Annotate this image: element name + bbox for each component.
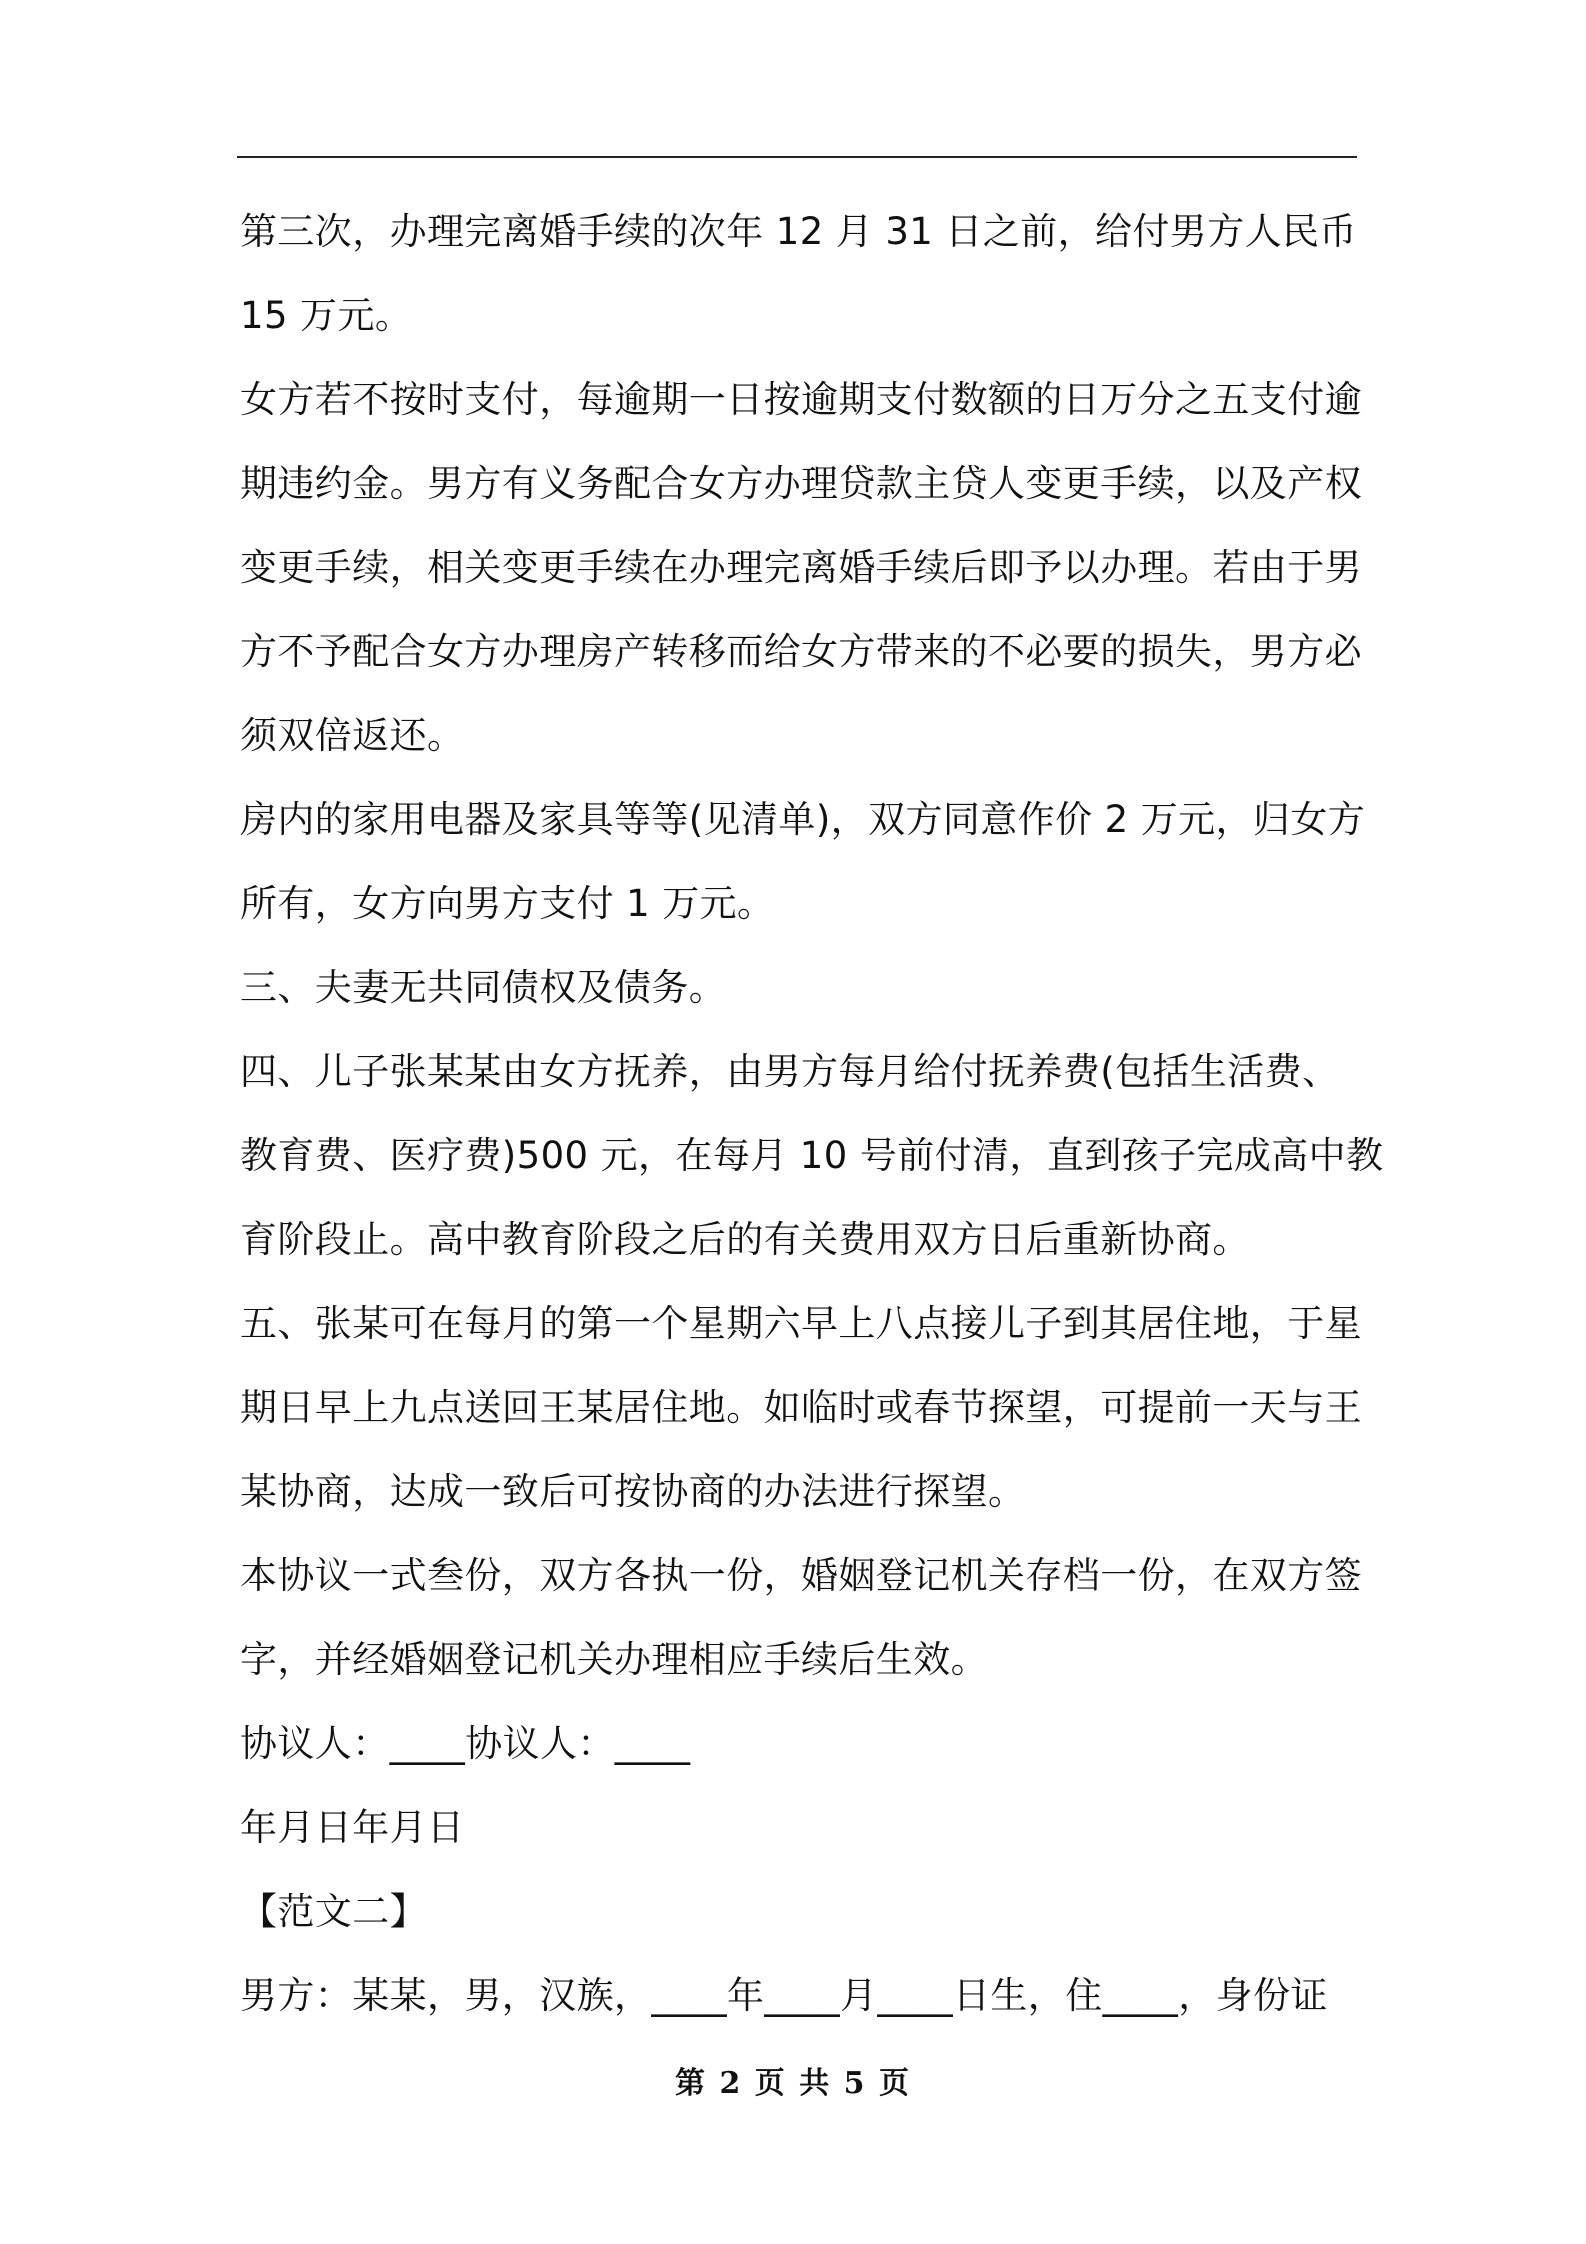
date-line: 年月日年月日 <box>240 1806 465 1849</box>
body-line: 变更手续，相关变更手续在办理完离婚手续后即予以办理。若由于男 <box>240 546 1362 589</box>
body-line: 期违约金。男方有义务配合女方办理贷款主贷人变更手续，以及产权 <box>240 462 1362 505</box>
signature-line: 协议人：____协议人：____ <box>240 1722 691 1765</box>
page-number: 第 2 页 共 5 页 <box>675 2066 911 2101</box>
section-heading-5: 五、张某可在每月的第一个星期六早上八点接儿子到其居住地，于星 <box>240 1302 1362 1345</box>
body-line: 15 万元。 <box>240 294 413 337</box>
section-heading-4: 四、儿子张某某由女方抚养，由男方每月给付抚养费(包括生活费、 <box>240 1050 1340 1093</box>
body-line: 须双倍返还。 <box>240 714 465 757</box>
body-line: 育阶段止。高中教育阶段之后的有关费用双方日后重新协商。 <box>240 1218 1250 1261</box>
section-heading-3: 三、夫妻无共同债权及债务。 <box>240 966 727 1009</box>
body-line: 男方：某某，男，汉族，____年____月____日生，住____，身份证 <box>240 1974 1328 2017</box>
document-body <box>240 190 1384 2038</box>
body-line: 方不予配合女方办理房产转移而给女方带来的不必要的损失，男方必 <box>240 630 1362 673</box>
body-line: 字，并经婚姻登记机关办理相应手续后生效。 <box>240 1638 988 1681</box>
body-line: 第三次，办理完离婚手续的次年 12 月 31 日之前，给付男方人民币 <box>240 210 1357 253</box>
body-line: 某协商，达成一致后可按协商的办法进行探望。 <box>240 1470 1026 1513</box>
body-line: 所有，女方向男方支付 1 万元。 <box>240 882 775 925</box>
body-line: 房内的家用电器及家具等等(见清单)，双方同意作价 2 万元，归女方 <box>240 798 1366 841</box>
body-line: 教育费、医疗费)500 元，在每月 10 号前付清，直到孩子完成高中教 <box>240 1134 1384 1177</box>
body-line: 女方若不按时支付，每逾期一日按逾期支付数额的日万分之五支付逾 <box>240 378 1362 421</box>
header-divider <box>237 156 1357 158</box>
body-line: 期日早上九点送回王某居住地。如临时或春节探望，可提前一天与王 <box>240 1386 1362 1429</box>
sample-heading: 【范文二】 <box>240 1890 427 1933</box>
body-line: 本协议一式叁份，双方各执一份，婚姻登记机关存档一份，在双方签 <box>240 1554 1362 1597</box>
